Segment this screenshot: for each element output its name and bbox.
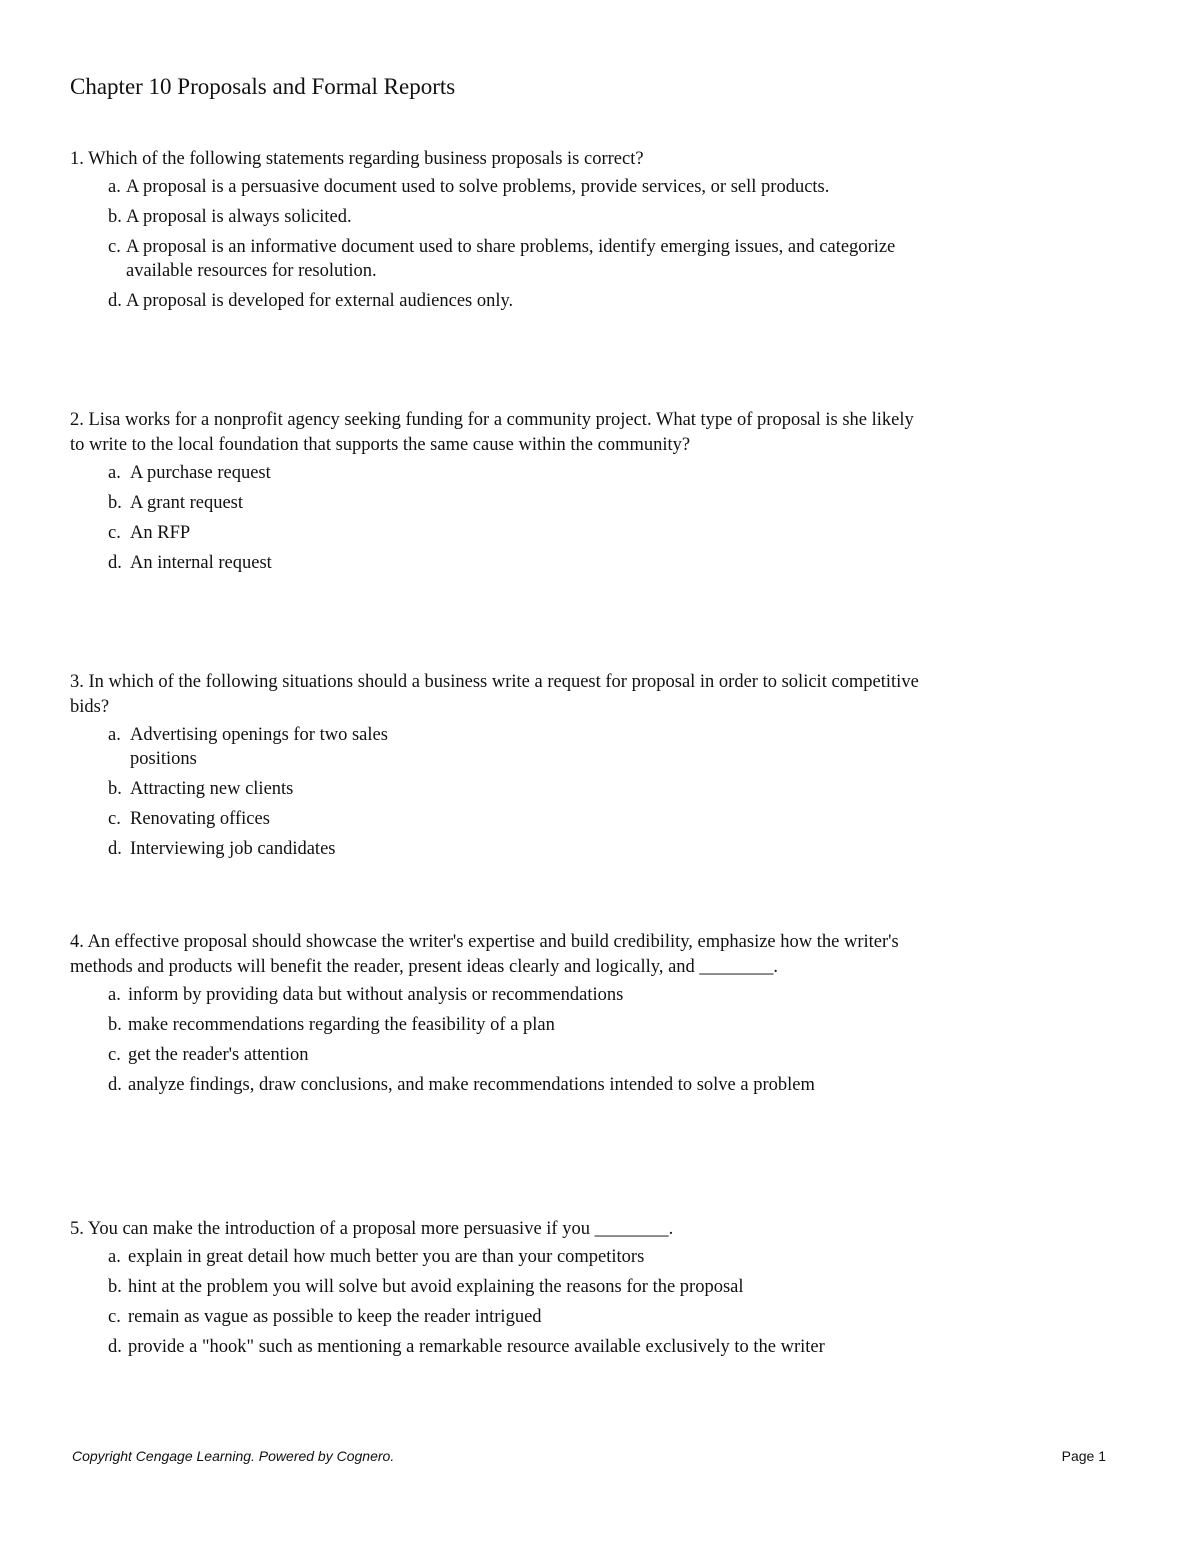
- option-text: A proposal is developed for external audiences only.: [126, 291, 514, 311]
- option-letter: b.: [108, 1015, 122, 1035]
- question-stem: [70, 147, 930, 172]
- page-number: Page 1: [1061, 1448, 1106, 1464]
- question-stem: [70, 670, 930, 720]
- option-letter: a.: [108, 725, 121, 745]
- option-letter: c.: [108, 523, 121, 543]
- option-text: A proposal is a persuasive document used to solve problems, provide services, or sell products.: [126, 177, 830, 197]
- option-text: A proposal is an informative document used to share problems, identify emerging issues, and categorize available resources for resolution.: [126, 237, 896, 281]
- answer-options: [70, 723, 930, 861]
- option-letter: d.: [108, 839, 122, 859]
- answer-option-d: [108, 551, 930, 575]
- answer-option-d: [108, 1073, 930, 1097]
- option-text: analyze findings, draw conclusions, and make recommendations intended to solve a problem: [128, 1075, 815, 1095]
- question-3: [70, 670, 930, 867]
- answer-option-a: [108, 461, 930, 485]
- option-text: Interviewing job candidates: [130, 839, 336, 859]
- option-text: get the reader's attention: [128, 1045, 309, 1065]
- option-text: A proposal is always solicited.: [126, 207, 352, 227]
- option-text: Attracting new clients: [130, 779, 294, 799]
- answer-option-d: [108, 1335, 930, 1359]
- question-4: [70, 930, 930, 1103]
- page-title: Chapter 10 Proposals and Formal Reports: [70, 74, 456, 99]
- answer-options: [70, 1245, 930, 1359]
- question-stem: [70, 408, 930, 458]
- question-text: In which of the following situations should a business write a request for proposal in order to solicit competitive bids?: [70, 672, 919, 717]
- question-number: 4.: [70, 932, 84, 952]
- option-letter: c.: [108, 237, 121, 257]
- answer-option-c: [108, 235, 930, 283]
- option-letter: d.: [108, 553, 122, 573]
- option-letter: a.: [108, 1247, 121, 1267]
- question-text: You can make the introduction of a proposal more persuasive if you ________.: [87, 1219, 674, 1239]
- option-text: provide a "hook" such as mentioning a remarkable resource available exclusively to the writer: [128, 1337, 825, 1357]
- option-letter: d.: [108, 1337, 122, 1357]
- answer-option-a: [108, 983, 930, 1007]
- answer-option-b: [108, 205, 930, 229]
- answer-option-d: [108, 289, 930, 313]
- option-text: A grant request: [130, 493, 244, 513]
- question-1: [70, 147, 930, 319]
- question-number: 1.: [70, 149, 84, 169]
- option-letter: c.: [108, 1307, 121, 1327]
- option-text: remain as vague as possible to keep the reader intrigued: [128, 1307, 542, 1327]
- answer-option-d: [108, 837, 930, 861]
- copyright-notice: Copyright Cengage Learning. Powered by Cognero.: [72, 1448, 395, 1464]
- option-text: inform by providing data but without analysis or recommendations: [128, 985, 624, 1005]
- option-text: An internal request: [130, 553, 272, 573]
- answer-option-a: [108, 723, 930, 771]
- question-text: Lisa works for a nonprofit agency seeking funding for a community project. What type of proposal is she likely to write to the local foundation that supports the same cause within the community?: [70, 410, 914, 455]
- option-letter: b.: [108, 1277, 122, 1297]
- option-letter: c.: [108, 1045, 121, 1065]
- option-text: make recommendations regarding the feasibility of a plan: [128, 1015, 555, 1035]
- option-letter: d.: [108, 1075, 122, 1095]
- answer-option-c: [108, 521, 930, 545]
- option-letter: a.: [108, 177, 121, 197]
- option-text: A purchase request: [130, 463, 271, 483]
- answer-option-a: [108, 175, 930, 199]
- question-text: An effective proposal should showcase the writer's expertise and build credibility, emphasize how the writer's methods and products will benefit the reader, present ideas clearly and logically, and ________.: [70, 932, 899, 977]
- answer-option-b: [108, 491, 930, 515]
- answer-option-c: [108, 807, 930, 831]
- option-letter: a.: [108, 985, 121, 1005]
- option-letter: b.: [108, 207, 122, 227]
- question-number: 5.: [70, 1219, 84, 1239]
- option-text: explain in great detail how much better you are than your competitors: [128, 1247, 645, 1267]
- answer-option-c: [108, 1305, 930, 1329]
- option-letter: b.: [108, 779, 122, 799]
- answer-option-b: [108, 777, 930, 801]
- answer-options: [70, 175, 930, 313]
- answer-option-b: [108, 1013, 930, 1037]
- question-text: Which of the following statements regarding business proposals is correct?: [88, 149, 644, 169]
- answer-option-a: [108, 1245, 930, 1269]
- option-letter: a.: [108, 463, 121, 483]
- answer-option-c: [108, 1043, 930, 1067]
- option-letter: d.: [108, 291, 122, 311]
- question-2: [70, 408, 930, 581]
- question-number: 2.: [70, 410, 84, 430]
- question-stem: [70, 1217, 930, 1242]
- option-text: Advertising openings for two sales positions: [130, 725, 388, 769]
- question-5: [70, 1217, 930, 1365]
- answer-options: [70, 983, 930, 1097]
- option-letter: b.: [108, 493, 122, 513]
- option-text: An RFP: [130, 523, 191, 543]
- question-stem: [70, 930, 930, 980]
- option-text: hint at the problem you will solve but avoid explaining the reasons for the proposal: [128, 1277, 744, 1297]
- answer-option-b: [108, 1275, 930, 1299]
- answer-options: [70, 461, 930, 575]
- question-number: 3.: [70, 672, 84, 692]
- option-text: Renovating offices: [130, 809, 270, 829]
- option-letter: c.: [108, 809, 121, 829]
